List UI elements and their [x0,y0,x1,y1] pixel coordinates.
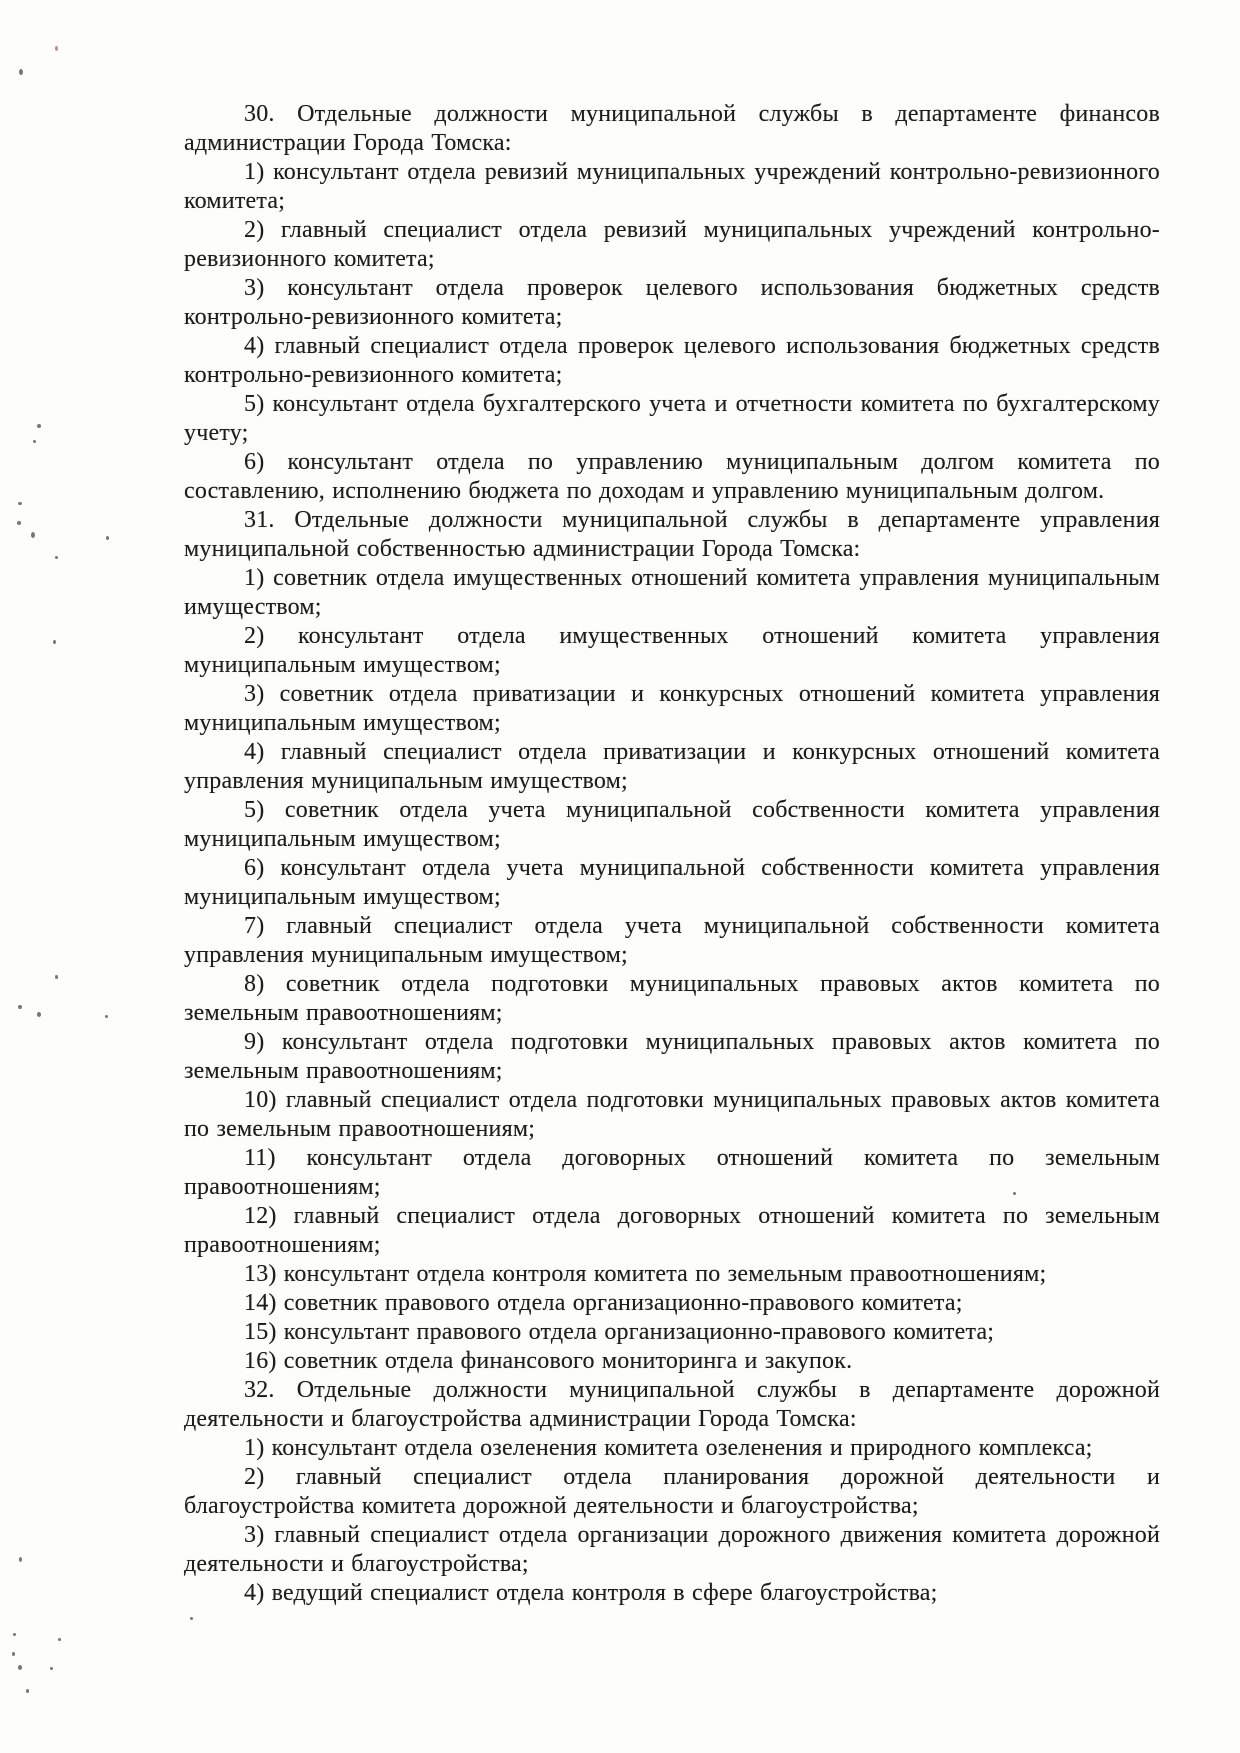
scan-speck [105,1015,108,1018]
section-31-item-12: 12) главный специалист отдела договорных отношений комитета по земельным правоотношениям; [184,1203,1160,1258]
section-31-intro: 31. Отдельные должности муниципальной службы в департаменте управления муниципальной собственностью администрации Города Томска: [184,507,1160,562]
scan-speck [55,975,58,979]
scan-speck [58,1638,61,1641]
scan-speck [19,69,23,75]
section-31-item-16: 16) советник отдела финансового мониторинга и закупок. [244,1348,853,1374]
scan-speck [18,1005,22,1009]
scan-speck [53,640,56,644]
section-31-item-3: 3) советник отдела приватизации и конкурсных отношений комитета управления муниципальным имуществом; [184,681,1160,736]
scan-speck [26,1689,29,1693]
section-32-item-2: 2) главный специалист отдела планирования дорожной деятельности и благоустройства комитета дорожной деятельности и благоустройства; [184,1464,1160,1519]
scan-speck [33,440,36,443]
scan-speck [31,532,35,538]
scan-speck [19,1557,22,1562]
section-31-item-8: 8) советник отдела подготовки муниципальных правовых актов комитета по земельным правоотношениям; [184,971,1160,1026]
section-31-item-15: 15) консультант правового отдела организационно-правового комитета; [244,1319,995,1345]
section-31-item-10: 10) главный специалист отдела подготовки муниципальных правовых актов комитета по земельным правоотношениям; [184,1087,1160,1142]
scan-speck [106,536,109,540]
section-30-item-1: 1) консультант отдела ревизий муниципальных учреждений контрольно-ревизионного комитета; [184,159,1160,214]
scan-speck [18,502,22,505]
section-32-item-3: 3) главный специалист отдела организации дорожного движения комитета дорожной деятельности и благоустройства; [184,1522,1160,1577]
section-30-item-3: 3) консультант отдела проверок целевого использования бюджетных средств контрольно-ревизионного комитета; [184,275,1160,330]
scan-speck [37,424,41,428]
section-30-item-2: 2) главный специалист отдела ревизий муниципальных учреждений контрольно-ревизионного комитета; [184,217,1160,272]
section-31-item-6: 6) консультант отдела учета муниципальной собственности комитета управления муниципальным имуществом; [184,855,1160,910]
scan-speck [17,521,21,525]
scan-speck [50,1667,53,1670]
section-30-intro: 30. Отдельные должности муниципальной службы в департаменте финансов администрации Города Томска: [184,101,1160,156]
section-31-item-5: 5) советник отдела учета муниципальной собственности комитета управления муниципальным имуществом; [184,797,1160,852]
section-30-item-4: 4) главный специалист отдела проверок целевого использования бюджетных средств контрольно-ревизионного комитета; [184,333,1160,388]
section-32-item-1: 1) консультант отдела озеленения комитета озеленения и природного комплекса; [244,1435,1093,1461]
section-31-item-2: 2) консультант отдела имущественных отношений комитета управления муниципальным имуществом; [184,623,1160,678]
scan-speck [55,556,58,559]
section-32-item-4: 4) ведущий специалист отдела контроля в сфере благоустройства; [244,1580,938,1606]
scan-speck [13,1633,16,1636]
section-31-item-14: 14) советник правового отдела организационно-правового комитета; [244,1290,963,1316]
section-32-intro: 32. Отдельные должности муниципальной службы в департаменте дорожной деятельности и благоустройства администрации Города Томска: [184,1377,1160,1432]
section-31-item-11: 11) консультант отдела договорных отношений комитета по земельным правоотношениям; [184,1145,1160,1200]
scan-speck [18,1665,22,1670]
scan-speck [37,1012,41,1017]
scan-speck [55,46,58,51]
section-31-item-9: 9) консультант отдела подготовки муниципальных правовых актов комитета по земельным правоотношениям; [184,1029,1160,1084]
section-31-item-13: 13) консультант отдела контроля комитета по земельным правоотношениям; [244,1261,1047,1287]
scan-speck [12,1652,15,1656]
section-31-item-7: 7) главный специалист отдела учета муниципальной собственности комитета управления муниципальным имуществом; [184,913,1160,968]
document-text [184,100,1160,1608]
section-30-item-6: 6) консультант отдела по управлению муниципальным долгом комитета по составлению, исполнению бюджета по доходам и управлению муниципальным долгом. [184,449,1160,504]
section-31-item-1: 1) советник отдела имущественных отношений комитета управления муниципальным имуществом; [184,565,1160,620]
scan-speck [190,1617,193,1620]
section-31-item-4: 4) главный специалист отдела приватизации и конкурсных отношений комитета управления муниципальным имуществом; [184,739,1160,794]
section-30-item-5: 5) консультант отдела бухгалтерского учета и отчетности комитета по бухгалтерскому учету; [184,391,1160,446]
